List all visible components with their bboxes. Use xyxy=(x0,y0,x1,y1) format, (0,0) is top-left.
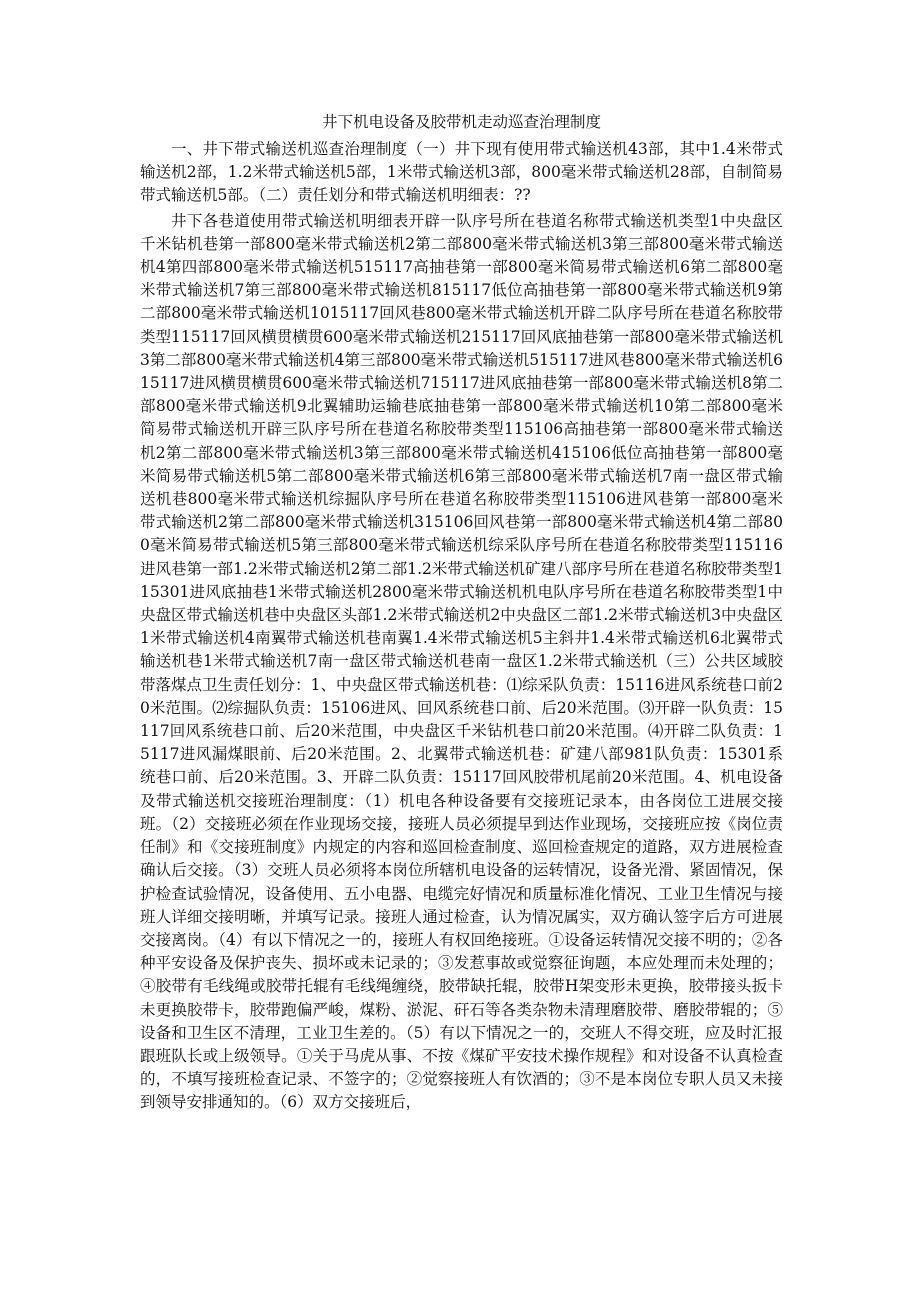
document-page xyxy=(140,110,783,1117)
paragraph-body: 井下各巷道使用带式输送机明细表开辟一队序号所在巷道名称带式输送机类型1中央盘区千米钻机巷第一部800毫米带式输送机2第二部800毫米带式输送机3第三部800毫米带式输送机4第四部800毫米带式输送机515117高抽巷第一部800毫米简易带式输送机6第二部800毫米带式输送机7第三部800毫米带式输送机815117低位高抽巷第一部800毫米带式输送机9第二部800毫米带式输送机1015117回风巷800毫米带式输送机开辟二队序号所在巷道名称胶带类型115117回风横贯横贯600毫米带式输送机215117回风底抽巷第一部800毫米带式输送机3第二部800毫米带式输送机4第三部800毫米带式输送机515117进风巷800毫米带式输送机615117进风横贯横贯600毫米带式输送机715117进风底抽巷第一部800毫米带式输送机8第二部800毫米带式输送机9北翼辅助运输巷底抽巷第一部800毫米带式输送机10第二部800毫米简易带式输送机开辟三队序号所在巷道名称胶带类型115106高抽巷第一部800毫米带式输送机2第二部800毫米带式输送机3第三部800毫米带式输送机415106低位高抽巷第一部800毫米简易带式输送机5第二部800毫米带式输送机6第三部800毫米带式输送机7南一盘区带式输送机巷800毫米带式输送机综掘队序号所在巷道名称胶带类型115106进风巷第一部800毫米带式输送机2第二部800毫米带式输送机315106回风巷第一部800毫米带式输送机4第二部800毫米简易带式输送机5第三部800毫米带式输送机综采队序号所在巷道名称胶带类型115116进风巷第一部1.2米带式输送机2第二部1.2米带式输送机矿建八部序号所在巷道名称胶带类型115301进风底抽巷1米带式输送机2800毫米带式输送机机电队序号所在巷道名称胶带类型1中央盘区带式输送机巷中央盘区头部1.2米带式输送机2中央盘区二部1.2米带式输送机3中央盘区1米带式输送机4南翼带式输送机巷南翼1.4米带式输送机5主斜井1.4米带式输送机6北翼带式输送机巷1米带式输送机7南一盘区带式输送机巷南一盘区1.2米带式输送机（三）公共区域胶带落煤点卫生责任划分：1、中央盘区带式输送机巷：⑴综采队负责：15116进风系统巷口前20米范围。⑵综掘队负责：15106进风、回风系统巷口前、后20米范围。⑶开辟一队负责：15117回风系统巷口前、后20米范围，中央盘区千米钻机巷口前20米范围。⑷开辟二队负责：15117进风漏煤眼前、后20米范围。2、北翼带式输送机巷：矿建八部981队负责：15301系统巷口前、后20米范围。3、开辟二队负责：15117回风胶带机尾前20米范围。4、机电设备及带式输送机交接班治理制度：（1）机电各种设备要有交接班记录本，由各岗位工进展交接班。（2）交接班必须在作业现场交接，接班人员必须提早到达作业现场，交接班应按《岗位责任制》和《交接班制度》内规定的内容和巡回检查制度、巡回检查规定的道路，双方进展检查确认后交接。（3）交班人员必须将本岗位所辖机电设备的运转情况，设备光滑、紧固情况，保护检查试验情况，设备使用、五小电器、电缆完好情况和质量标准化情况、工业卫生情况与接班人详细交接明晰，并填写记录。接班人通过检查，认为情况属实，双方确认签字后方可进展交接离岗。（4）有以下情况之一的，接班人有权回绝接班。①设备运转情况交接不明的；②各种平安设备及保护丧失、损坏或未记录的；③发惹事故或觉察征询题，本应处理而未处理的；④胶带有毛线绳或胶带托辊有毛线绳缠绕，胶带缺托辊，胶带H架变形未更换，胶带接头扳卡未更换胶带卡，胶带跑偏严峻，煤粉、淤泥、矸石等各类杂物未清理磨胶带、磨胶带辊的；⑤设备和卫生区不清理，工业卫生差的。（5）有以下情况之一的，交班人不得交班，应及时汇报跟班队长或上级领导。①关于马虎从事、不按《煤矿平安技术操作规程》和对设备不认真检查的，不填写接班检查记录、不签字的；②觉察接班人有饮酒的；③不是本岗位专职人员又未接到领导安排通知的。（6）双方交接班后， xyxy=(140,211,783,1112)
document-title: 井下机电设备及胶带机走动巡查治理制度 xyxy=(321,113,601,131)
paragraph-intro: 一、井下带式输送机巡查治理制度（一）井下现有使用带式输送机43部，其中1.4米带式输送机2部，1.2米带式输送机5部，1米带式输送机3部，800毫米带式输送机28部，自制简易带式输送机5部。（二）责任划分和带式输送机明细表：?? xyxy=(140,140,783,205)
